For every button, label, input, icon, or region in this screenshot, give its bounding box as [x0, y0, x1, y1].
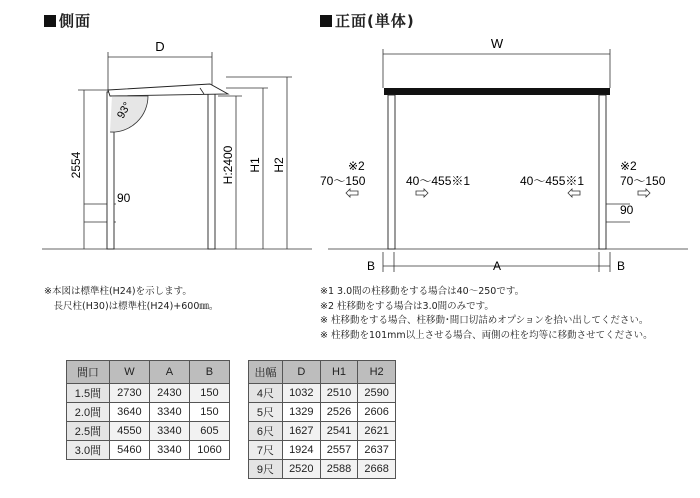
note-line: 長尺柱(H30)は標準柱(H24)+600㎜。 [44, 300, 219, 312]
angle-label: 93° [115, 100, 134, 121]
depth-spec-table [248, 360, 396, 479]
table-row [249, 460, 396, 479]
table-header-row [249, 361, 396, 384]
note-line: ※1 3.0間の柱移動をする場合は40～250です。 [320, 286, 525, 297]
table-cell: 3340 [149, 403, 189, 422]
note-right-mark: ※2 [620, 159, 637, 173]
dim-h2-label: H2 [272, 157, 286, 173]
table-cell: 2637 [358, 441, 396, 460]
notes-right [320, 285, 653, 343]
beam [384, 88, 610, 95]
table-row [67, 384, 230, 403]
dim-2554-label: 2554 [69, 151, 83, 179]
dim-b-right-label: B [617, 259, 626, 273]
dim-w-label: W [490, 36, 504, 51]
table-cell: 2606 [358, 403, 396, 422]
notes-left [44, 285, 218, 314]
table-row [249, 384, 396, 403]
table-cell: 1060 [189, 441, 229, 460]
table-cell: 605 [189, 422, 229, 441]
table-header-row [67, 361, 230, 384]
table-cell: 6尺 [249, 422, 283, 441]
note-left-mark: ※2 [348, 159, 365, 173]
table-cell: 3340 [149, 441, 189, 460]
front-view-title: 正面(単体) [320, 10, 415, 31]
arrow-left-icon [346, 189, 358, 197]
dim-d-label: D [155, 39, 165, 54]
side-view-diagram [0, 0, 320, 280]
table-cell: 1924 [282, 441, 320, 460]
table-header: B [189, 361, 229, 384]
front-post [208, 94, 215, 249]
table-cell: 9尺 [249, 460, 283, 479]
arrow-right-icon [638, 189, 650, 197]
table-row [67, 422, 230, 441]
table-cell: 150 [189, 403, 229, 422]
table-cell: 1329 [282, 403, 320, 422]
table-row [249, 422, 396, 441]
dim-b-left-label: B [367, 259, 376, 273]
dim-a-label: A [492, 259, 502, 273]
table-cell: 2430 [149, 384, 189, 403]
dim-h2400-label: H:2400 [221, 145, 235, 185]
table-cell: 2621 [358, 422, 396, 441]
table-cell: 7尺 [249, 441, 283, 460]
table-cell: 2541 [320, 422, 358, 441]
note-line: ※ 柱移動をする場合、柱移動･間口切詰めオプションを拾い出してください。 [320, 315, 649, 326]
table-cell: 2668 [358, 460, 396, 479]
table-cell: 2730 [109, 384, 149, 403]
table-header: A [149, 361, 189, 384]
arrow-left-icon [568, 189, 580, 197]
front-view-diagram [310, 0, 700, 280]
table-row [67, 441, 230, 460]
range-mid-right-label: 40～455※1 [520, 174, 585, 188]
note-line: ※ 柱移動を101mm以上させる場合、両側の柱を均等に移動させてください。 [320, 329, 653, 341]
table-cell: 2.5間 [67, 422, 110, 441]
table-cell: 4尺 [249, 384, 283, 403]
note-line: ※2 柱移動をする場合は3.0間のみです。 [320, 300, 494, 312]
roof [108, 84, 228, 96]
table-header: 間口 [67, 361, 110, 384]
dim-90-label: 90 [117, 191, 131, 205]
table-cell: 3640 [109, 403, 149, 422]
side-view-title: 側面 [44, 10, 91, 31]
table-cell: 2.0間 [67, 403, 110, 422]
left-post [388, 95, 395, 249]
table-header: H2 [358, 361, 396, 384]
table-row [67, 403, 230, 422]
range-right-label: 70～150 [620, 174, 666, 188]
table-cell: 2557 [320, 441, 358, 460]
table-header: W [109, 361, 149, 384]
table-cell: 5460 [109, 441, 149, 460]
arrow-right-icon [416, 189, 428, 197]
table-cell: 1032 [282, 384, 320, 403]
table-cell: 2588 [320, 460, 358, 479]
table-cell: 2590 [358, 384, 396, 403]
width-spec-table [66, 360, 230, 460]
range-left-label: 70～150 [320, 174, 366, 188]
dim-h1-label: H1 [248, 157, 262, 173]
table-header: H1 [320, 361, 358, 384]
table-cell: 2520 [282, 460, 320, 479]
table-row [249, 403, 396, 422]
table-cell: 2526 [320, 403, 358, 422]
right-post [599, 95, 606, 249]
dim-90-label: 90 [620, 203, 634, 217]
table-cell: 1.5間 [67, 384, 110, 403]
table-cell: 3.0間 [67, 441, 110, 460]
table-row [249, 441, 396, 460]
table-cell: 3340 [149, 422, 189, 441]
table-header: D [282, 361, 320, 384]
table-cell: 150 [189, 384, 229, 403]
range-mid-left-label: 40～455※1 [406, 174, 471, 188]
table-cell: 4550 [109, 422, 149, 441]
table-cell: 1627 [282, 422, 320, 441]
table-cell: 5尺 [249, 403, 283, 422]
note-line: ※本図は標準柱(H24)を示します。 [44, 286, 192, 297]
table-cell: 2510 [320, 384, 358, 403]
table-header: 出幅 [249, 361, 283, 384]
